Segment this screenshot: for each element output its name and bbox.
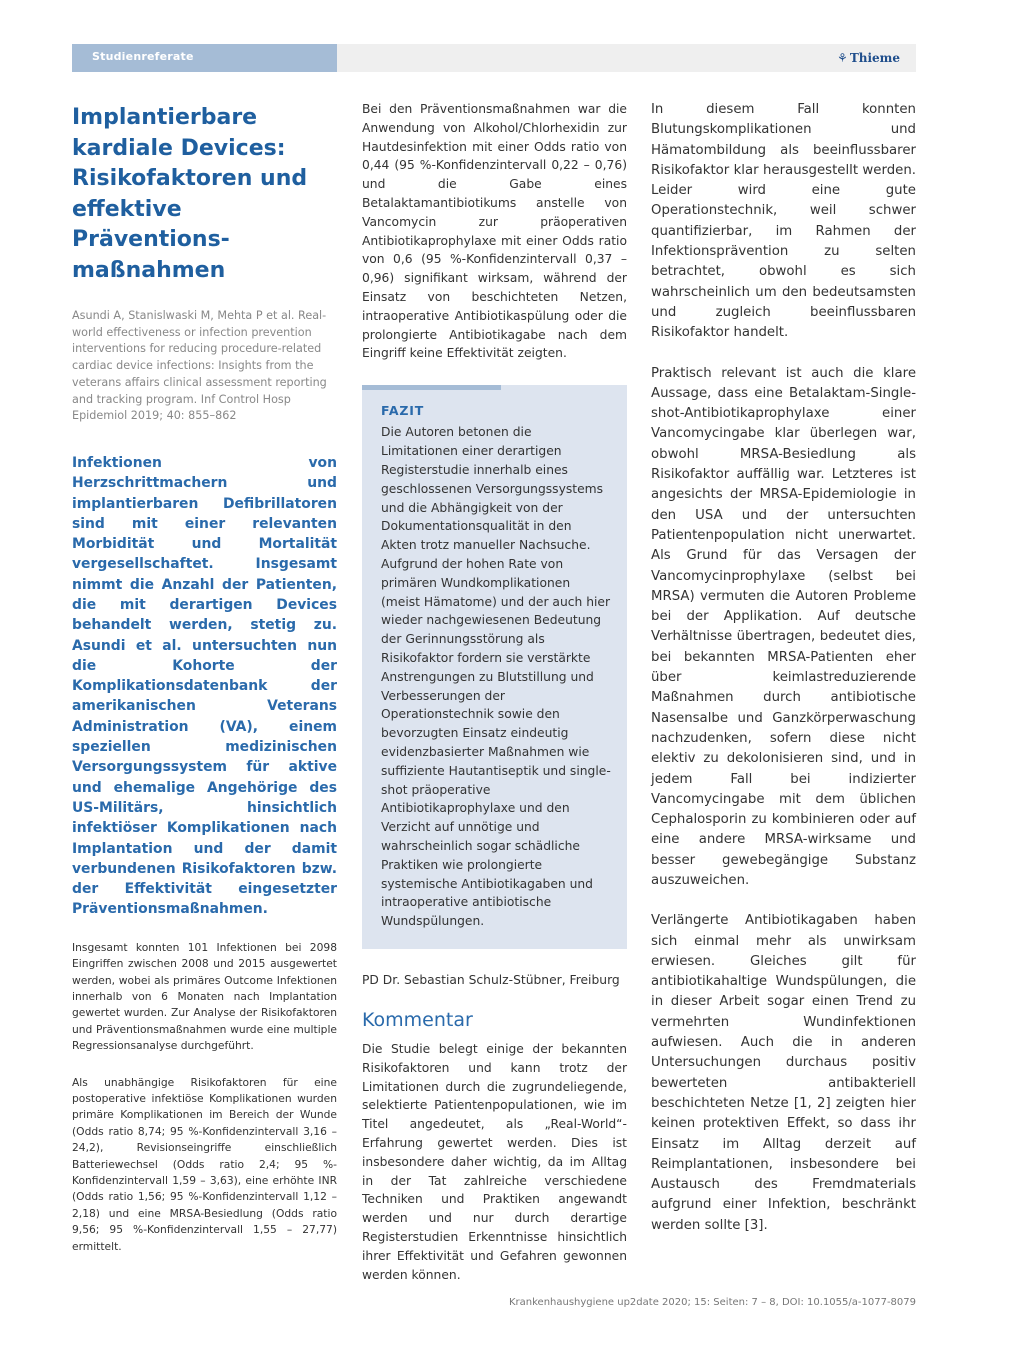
page-header: [72, 44, 916, 72]
thieme-logo-icon: ⚘: [837, 51, 848, 65]
section-label: Studienreferate: [92, 50, 194, 63]
article-title: Implantierbare kardiale Devices: Risikofaktoren und effektive Präventions-maßnahmen: [72, 105, 308, 283]
kommentar-paragraph-1: Die Studie belegt einige der bekannten Risikofaktoren und kann trotz der Limitationen durch die zugrundeliegende, selektierte Patientenpopulationen, wie im Titel angedeutet, als „Real-World“-Erfahrung gewertet werden. Dies ist insbesondere daher wichtig, da im Alltag in der Tat zahlreiche verschiedene Techniken und Praktiken angewandt werden und nur durch derartige Registerstudien Erkenntnisse hinsichtlich ihrer Effektivität und Gefahren gewonnen werden können.: [362, 1042, 627, 1282]
kommentar-heading: Kommentar: [362, 1008, 473, 1031]
kommentar-paragraph-4: Verlängerte Antibiotikagaben haben sich einmal mehr als unwirksam erwiesen. Gleiches gilt für antibiotikahaltige Wundspülungen, die in dieser Arbeit sogar einen Trend zu vermehrten Wundinfektionen aufwiesen. Auch die in anderen Untersuchungen durchaus positiv bewerteten antibakteriell beschichteten Netze [1, 2] zeigten hier keinen protektiven Effekt, so dass ihr Einsatz im Alltag derzeit auf Reimplantationen, insbesondere bei Austausch des Fremdmaterials aufgrund einer Infektion, beschränkt werden sollte [3].: [651, 913, 916, 1233]
column-middle: [362, 100, 627, 1284]
article-abstract: Infektionen von Herzschrittmachern und implantierbaren Defibrillatoren sind mit einer relevanten Morbidität und Mortalität vergesellschaftet. Insgesamt nimmt die Anzahl der Patienten, die mit derartigen Devices behandelt werden, stetig zu. Asundi et al. untersuchten nun die Kohorte der Komplikationsdatenbank der amerikanischen Veterans Administration (VA), einem speziellen medizinischen Versorgungssystem für aktive und ehemalige Angehörige des US-Militärs, hinsichtlich infektiöser Komplikationen nach Implantation und der damit verbundenen Risikofaktoren bzw. der Effektivität eingesetzter Präventionsmaßnahmen.: [72, 454, 337, 918]
section-label-bar: [72, 44, 337, 72]
article-citation: Asundi A, Stanislwaski M, Mehta P et al. Real-world effectiveness or infection prevention interventions for reducing procedure-related cardiac device infections: Insights from the veterans affairs clinical assessment reporting and tracking program. Inf Control Hosp Epidemiol 2019; 40: 855–862: [72, 309, 327, 423]
paragraph-risk-factors: Als unabhängige Risikofaktoren für eine postoperative infektiöse Komplikationen wurden primäre Komplikationen im Bereich der Wunde (Odds ratio 8,74; 95 %-Konfidenzintervall 3,16 – 24,2), Revisionseingriffe einschließlich Batteriewechsel (Odds ratio 2,4; 95 %-Konfidenzintervall 1,59 – 3,63), eine erhöhte INR (Odds ratio 1,56; 95 %-Konfidenzintervall 1,12 – 2,18) und eine MRSA-Besiedlung (Odds ratio 9,56; 95 %-Konfidenzintervall 1,55 – 27,77) ermittelt.: [72, 1075, 337, 1253]
reviewer-author: PD Dr. Sebastian Schulz-Stübner, Freiburg: [362, 972, 620, 987]
fazit-text: Die Autoren betonen die Limitationen einer derartigen Registerstudie innerhalb eines geschlossenen Versorgungssystems und die Abhängigkeit von der Dokumentationsqualität in den Akten trotz manueller Nachsuche. Aufgrund der hohen Rate von primären Wundkomplikationen (meist Hämatome) und der auch hier wieder nachgewiesenen Bedeutung der Gerinnungsstörung als Risikofaktor fordern sie verstärkte Anstrengungen zu Blutstillung und Verbesserungen der Operationstechnik sowie den bevorzugten Einsatz eindeutig evidenzbasierter Maßnahmen wie suffiziente Hautantiseptik und single-shot präoperative Antibiotikaprophylaxe und den Verzicht auf unnötige und wahrscheinlich sogar schädliche Praktiken wie prolongierte systemische Antibiotikagaben und intraoperative antibiotische Wundspülungen.: [381, 425, 611, 929]
fazit-box: [362, 385, 627, 949]
paragraph-prevention: Bei den Präventionsmaßnahmen war die Anwendung von Alkohol/Chlorhexidin zur Hautdesinfektion mit einer Odds ratio von 0,44 (95 %-Konfidenzintervall 0,22 – 0,76) und die Gabe eines Betalaktamantibiotikums anstelle von Vancomycin zur präoperativen Antibiotikaprophylaxe mit einer Odds ratio von 0,6 (95 %-Konfidenzintervall 0,37 – 0,96) signifikant wirksam, während der Einsatz von beschichteten Netzen, intraoperative Antibiotikaspülung oder die prolongierte Antibiotikagabe nach dem Eingriff keine Effektivität zeigten.: [362, 102, 627, 361]
publisher-logo-text: Thieme: [849, 51, 900, 65]
column-right: [651, 100, 916, 1256]
kommentar-paragraph-2: In diesem Fall konnten Blutungskomplikationen und Hämatombildung als beeinflussbarer Risikofaktor klar herausgestellt werden. Leider wird eine gute Operationstechnik, weil schwer quantifizierbar, im Rahmen der Infektionsprävention zu selten betrachtet, obwohl es sich wahrscheinlich um den bedeutsamsten und zugleich beeinflussbaren Risikofaktor handelt.: [651, 102, 916, 341]
column-left: [72, 100, 337, 1275]
fazit-accent-bar: [362, 385, 501, 390]
page-footer: Krankenhaushygiene up2date 2020; 15: Seiten: 7 – 8, DOI: 10.1055/a-1077-8079: [508, 1297, 916, 1308]
kommentar-paragraph-3: Praktisch relevant ist auch die klare Aussage, dass eine Betalaktam-Single-shot-Antibiotikaprophylaxe einer Vancomycingabe klar überlegen war, obwohl MRSA-Besiedlung als Risikofaktor auffällig war. Letzteres ist angesichts der MRSA-Epidemiologie in den USA und der untersuchten Patientenpopulation nicht unerwartet. Als Grund für das Versagen der Vancomycinprophylaxe (selbst bei MRSA) vermuten die Autoren Probleme bei der Applikation. Auf deutsche Verhältnisse übertragen, bedeutet dies, bei bekannten MRSA-Patienten eher über keimlastreduzierende Maßnahmen durch antibiotische Nasensalbe und Ganzkörperwaschung nachzudenken, sofern diese nicht elektiv zu dekolonisieren sind, und in jedem Fall bei indizierter Vancomycingabe mit dem üblichen Cephalosporin zu kombinieren oder auf eine andere MRSA-wirksame und besser gewebegängige Substanz auszuweichen.: [651, 365, 916, 888]
publisher-logo: [837, 51, 900, 65]
paragraph-methods: Insgesamt konnten 101 Infektionen bei 2098 Eingriffen zwischen 2008 und 2015 ausgewertet werden, wobei als primäres Outcome Infektionen innerhalb von 6 Monaten nach Implantation gewertet wurden. Zur Analyse der Risikofaktoren und Präventionsmaßnahmen wurde eine multiple Regressionsanalyse durchgeführt.: [72, 940, 337, 1053]
fazit-heading: FAZIT: [381, 403, 425, 419]
